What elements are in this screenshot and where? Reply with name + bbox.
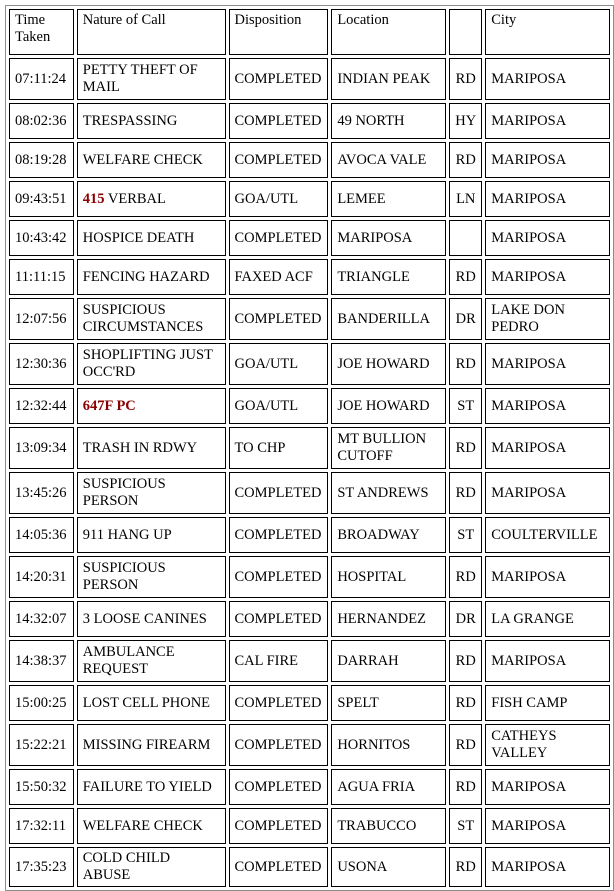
table-row — [9, 181, 610, 217]
cell-disposition: COMPLETED — [229, 103, 329, 139]
cell-city: MARIPOSA — [485, 472, 610, 514]
nature-text: 911 HANG UP — [82, 526, 172, 543]
table-row — [9, 103, 610, 139]
cell-time: 17:35:23 — [9, 847, 74, 887]
cell-city: MARIPOSA — [485, 808, 610, 844]
cell-suffix: HY — [449, 103, 482, 139]
table-row — [9, 808, 610, 844]
cell-nature — [77, 517, 226, 553]
table-row — [9, 685, 610, 721]
cell-time: 12:32:44 — [9, 388, 74, 424]
nature-text: WELFARE CHECK — [82, 817, 203, 834]
cell-nature — [77, 142, 226, 178]
cell-nature — [77, 427, 226, 469]
cell-suffix: RD — [449, 769, 482, 805]
cell-location: MT BULLION CUTOFF — [331, 427, 446, 469]
cell-nature — [77, 769, 226, 805]
call-log-body — [9, 9, 610, 887]
table-row — [9, 724, 610, 766]
cell-city: LAKE DON PEDRO — [485, 298, 610, 340]
table-row — [9, 472, 610, 514]
cell-location: BROADWAY — [331, 517, 446, 553]
cell-city: MARIPOSA — [485, 427, 610, 469]
cell-location: HORNITOS — [331, 724, 446, 766]
cell-city: MARIPOSA — [485, 769, 610, 805]
cell-suffix: ST — [449, 517, 482, 553]
cell-disposition: COMPLETED — [229, 298, 329, 340]
nature-text: TRESPASSING — [82, 112, 178, 129]
cell-time: 08:02:36 — [9, 103, 74, 139]
cell-location: 49 NORTH — [331, 103, 446, 139]
nature-text: SUSPICIOUS CIRCUMSTANCES — [82, 302, 204, 335]
table-row — [9, 556, 610, 598]
cell-time: 15:22:21 — [9, 724, 74, 766]
cell-time: 15:50:32 — [9, 769, 74, 805]
penal-code: 647F PC — [82, 397, 136, 414]
cell-disposition: GOA/UTL — [229, 388, 329, 424]
cell-city: MARIPOSA — [485, 343, 610, 385]
nature-text: HOSPICE DEATH — [82, 229, 195, 246]
table-row — [9, 220, 610, 256]
cell-nature — [77, 601, 226, 637]
table-row — [9, 847, 610, 887]
cell-location: SPELT — [331, 685, 446, 721]
cell-nature — [77, 685, 226, 721]
cell-disposition: COMPLETED — [229, 142, 329, 178]
cell-location: TRABUCCO — [331, 808, 446, 844]
cell-time: 14:05:36 — [9, 517, 74, 553]
cell-city: MARIPOSA — [485, 58, 610, 100]
header-city: City — [485, 9, 610, 55]
cell-suffix: RD — [449, 724, 482, 766]
nature-text: 3 LOOSE CANINES — [82, 610, 207, 627]
cell-city: CATHEYS VALLEY — [485, 724, 610, 766]
cell-suffix: ST — [449, 388, 482, 424]
cell-location: AGUA FRIA — [331, 769, 446, 805]
table-row — [9, 769, 610, 805]
cell-suffix: RD — [449, 259, 482, 295]
cell-nature — [77, 556, 226, 598]
cell-location: HERNANDEZ — [331, 601, 446, 637]
cell-suffix: LN — [449, 181, 482, 217]
cell-disposition: COMPLETED — [229, 847, 329, 887]
call-log — [5, 5, 614, 891]
header-row — [9, 9, 610, 55]
nature-text: PETTY THEFT OF MAIL — [82, 62, 198, 95]
cell-location: AVOCA VALE — [331, 142, 446, 178]
table-row — [9, 259, 610, 295]
nature-text: MISSING FIREARM — [82, 736, 211, 753]
cell-suffix: DR — [449, 298, 482, 340]
cell-time: 10:43:42 — [9, 220, 74, 256]
cell-city: MARIPOSA — [485, 556, 610, 598]
cell-nature — [77, 388, 226, 424]
table-row — [9, 298, 610, 340]
cell-disposition: COMPLETED — [229, 556, 329, 598]
cell-disposition: FAXED ACF — [229, 259, 329, 295]
cell-disposition: COMPLETED — [229, 58, 329, 100]
table-row — [9, 640, 610, 682]
cell-nature — [77, 472, 226, 514]
cell-location: ST ANDREWS — [331, 472, 446, 514]
cell-disposition: GOA/UTL — [229, 181, 329, 217]
cell-city: MARIPOSA — [485, 181, 610, 217]
cell-city: MARIPOSA — [485, 103, 610, 139]
cell-time: 14:38:37 — [9, 640, 74, 682]
cell-nature — [77, 103, 226, 139]
cell-nature — [77, 847, 226, 887]
header-location: Location — [331, 9, 446, 55]
cell-disposition: COMPLETED — [229, 685, 329, 721]
cell-location: JOE HOWARD — [331, 388, 446, 424]
cell-disposition: COMPLETED — [229, 517, 329, 553]
cell-disposition: GOA/UTL — [229, 343, 329, 385]
table-row — [9, 427, 610, 469]
cell-city: COULTERVILLE — [485, 517, 610, 553]
cell-suffix — [449, 220, 482, 256]
cell-suffix: RD — [449, 685, 482, 721]
cell-suffix: DR — [449, 601, 482, 637]
cell-location: JOE HOWARD — [331, 343, 446, 385]
cell-location: USONA — [331, 847, 446, 887]
cell-city: MARIPOSA — [485, 388, 610, 424]
cell-disposition: COMPLETED — [229, 724, 329, 766]
cell-suffix: RD — [449, 142, 482, 178]
header-nature: Nature of Call — [77, 9, 226, 55]
cell-disposition: COMPLETED — [229, 808, 329, 844]
cell-suffix: ST — [449, 808, 482, 844]
nature-text: SUSPICIOUS PERSON — [82, 476, 166, 509]
cell-time: 17:32:11 — [9, 808, 74, 844]
cell-city: MARIPOSA — [485, 640, 610, 682]
cell-location: TRIANGLE — [331, 259, 446, 295]
table-row — [9, 142, 610, 178]
cell-nature — [77, 298, 226, 340]
table-row — [9, 343, 610, 385]
table-row — [9, 388, 610, 424]
cell-nature — [77, 640, 226, 682]
cell-location: LEMEE — [331, 181, 446, 217]
cell-nature — [77, 724, 226, 766]
cell-location: DARRAH — [331, 640, 446, 682]
cell-time: 09:43:51 — [9, 181, 74, 217]
nature-text: TRASH IN RDWY — [82, 439, 198, 456]
nature-text: SUSPICIOUS PERSON — [82, 560, 166, 593]
cell-city: MARIPOSA — [485, 220, 610, 256]
call-log-table — [5, 5, 614, 891]
cell-suffix: RD — [449, 556, 482, 598]
nature-text: VERBAL — [104, 190, 166, 207]
cell-time: 11:11:15 — [9, 259, 74, 295]
cell-time: 13:45:26 — [9, 472, 74, 514]
nature-text: FAILURE TO YIELD — [82, 778, 212, 795]
cell-city: MARIPOSA — [485, 259, 610, 295]
cell-location: INDIAN PEAK — [331, 58, 446, 100]
nature-text: AMBULANCE REQUEST — [82, 644, 175, 677]
table-row — [9, 58, 610, 100]
nature-text: SHOPLIFTING JUST OCC'RD — [82, 347, 213, 380]
cell-disposition: COMPLETED — [229, 769, 329, 805]
cell-disposition: TO CHP — [229, 427, 329, 469]
cell-nature — [77, 58, 226, 100]
cell-time: 14:20:31 — [9, 556, 74, 598]
cell-nature — [77, 181, 226, 217]
cell-disposition: CAL FIRE — [229, 640, 329, 682]
cell-nature — [77, 259, 226, 295]
cell-city: MARIPOSA — [485, 142, 610, 178]
cell-suffix: RD — [449, 427, 482, 469]
cell-city: MARIPOSA — [485, 847, 610, 887]
header-suffix — [449, 9, 482, 55]
cell-time: 07:11:24 — [9, 58, 74, 100]
cell-time: 14:32:07 — [9, 601, 74, 637]
cell-location: MARIPOSA — [331, 220, 446, 256]
nature-text: LOST CELL PHONE — [82, 694, 211, 711]
nature-text: WELFARE CHECK — [82, 151, 203, 168]
nature-text: COLD CHILD ABUSE — [82, 850, 171, 883]
cell-time: 15:00:25 — [9, 685, 74, 721]
cell-time: 12:07:56 — [9, 298, 74, 340]
table-row — [9, 517, 610, 553]
cell-disposition: COMPLETED — [229, 601, 329, 637]
cell-disposition: COMPLETED — [229, 472, 329, 514]
nature-text: FENCING HAZARD — [82, 268, 210, 285]
cell-suffix: RD — [449, 472, 482, 514]
cell-suffix: RD — [449, 847, 482, 887]
cell-city: FISH CAMP — [485, 685, 610, 721]
table-row — [9, 601, 610, 637]
cell-location: HOSPITAL — [331, 556, 446, 598]
cell-time: 08:19:28 — [9, 142, 74, 178]
penal-code: 415 — [82, 190, 105, 207]
cell-location: BANDERILLA — [331, 298, 446, 340]
cell-suffix: RD — [449, 640, 482, 682]
cell-time: 13:09:34 — [9, 427, 74, 469]
cell-suffix: RD — [449, 58, 482, 100]
cell-time: 12:30:36 — [9, 343, 74, 385]
header-disposition: Disposition — [229, 9, 329, 55]
cell-nature — [77, 343, 226, 385]
cell-disposition: COMPLETED — [229, 220, 329, 256]
cell-suffix: RD — [449, 343, 482, 385]
cell-nature — [77, 808, 226, 844]
cell-nature — [77, 220, 226, 256]
cell-city: LA GRANGE — [485, 601, 610, 637]
header-time: Time Taken — [9, 9, 74, 55]
